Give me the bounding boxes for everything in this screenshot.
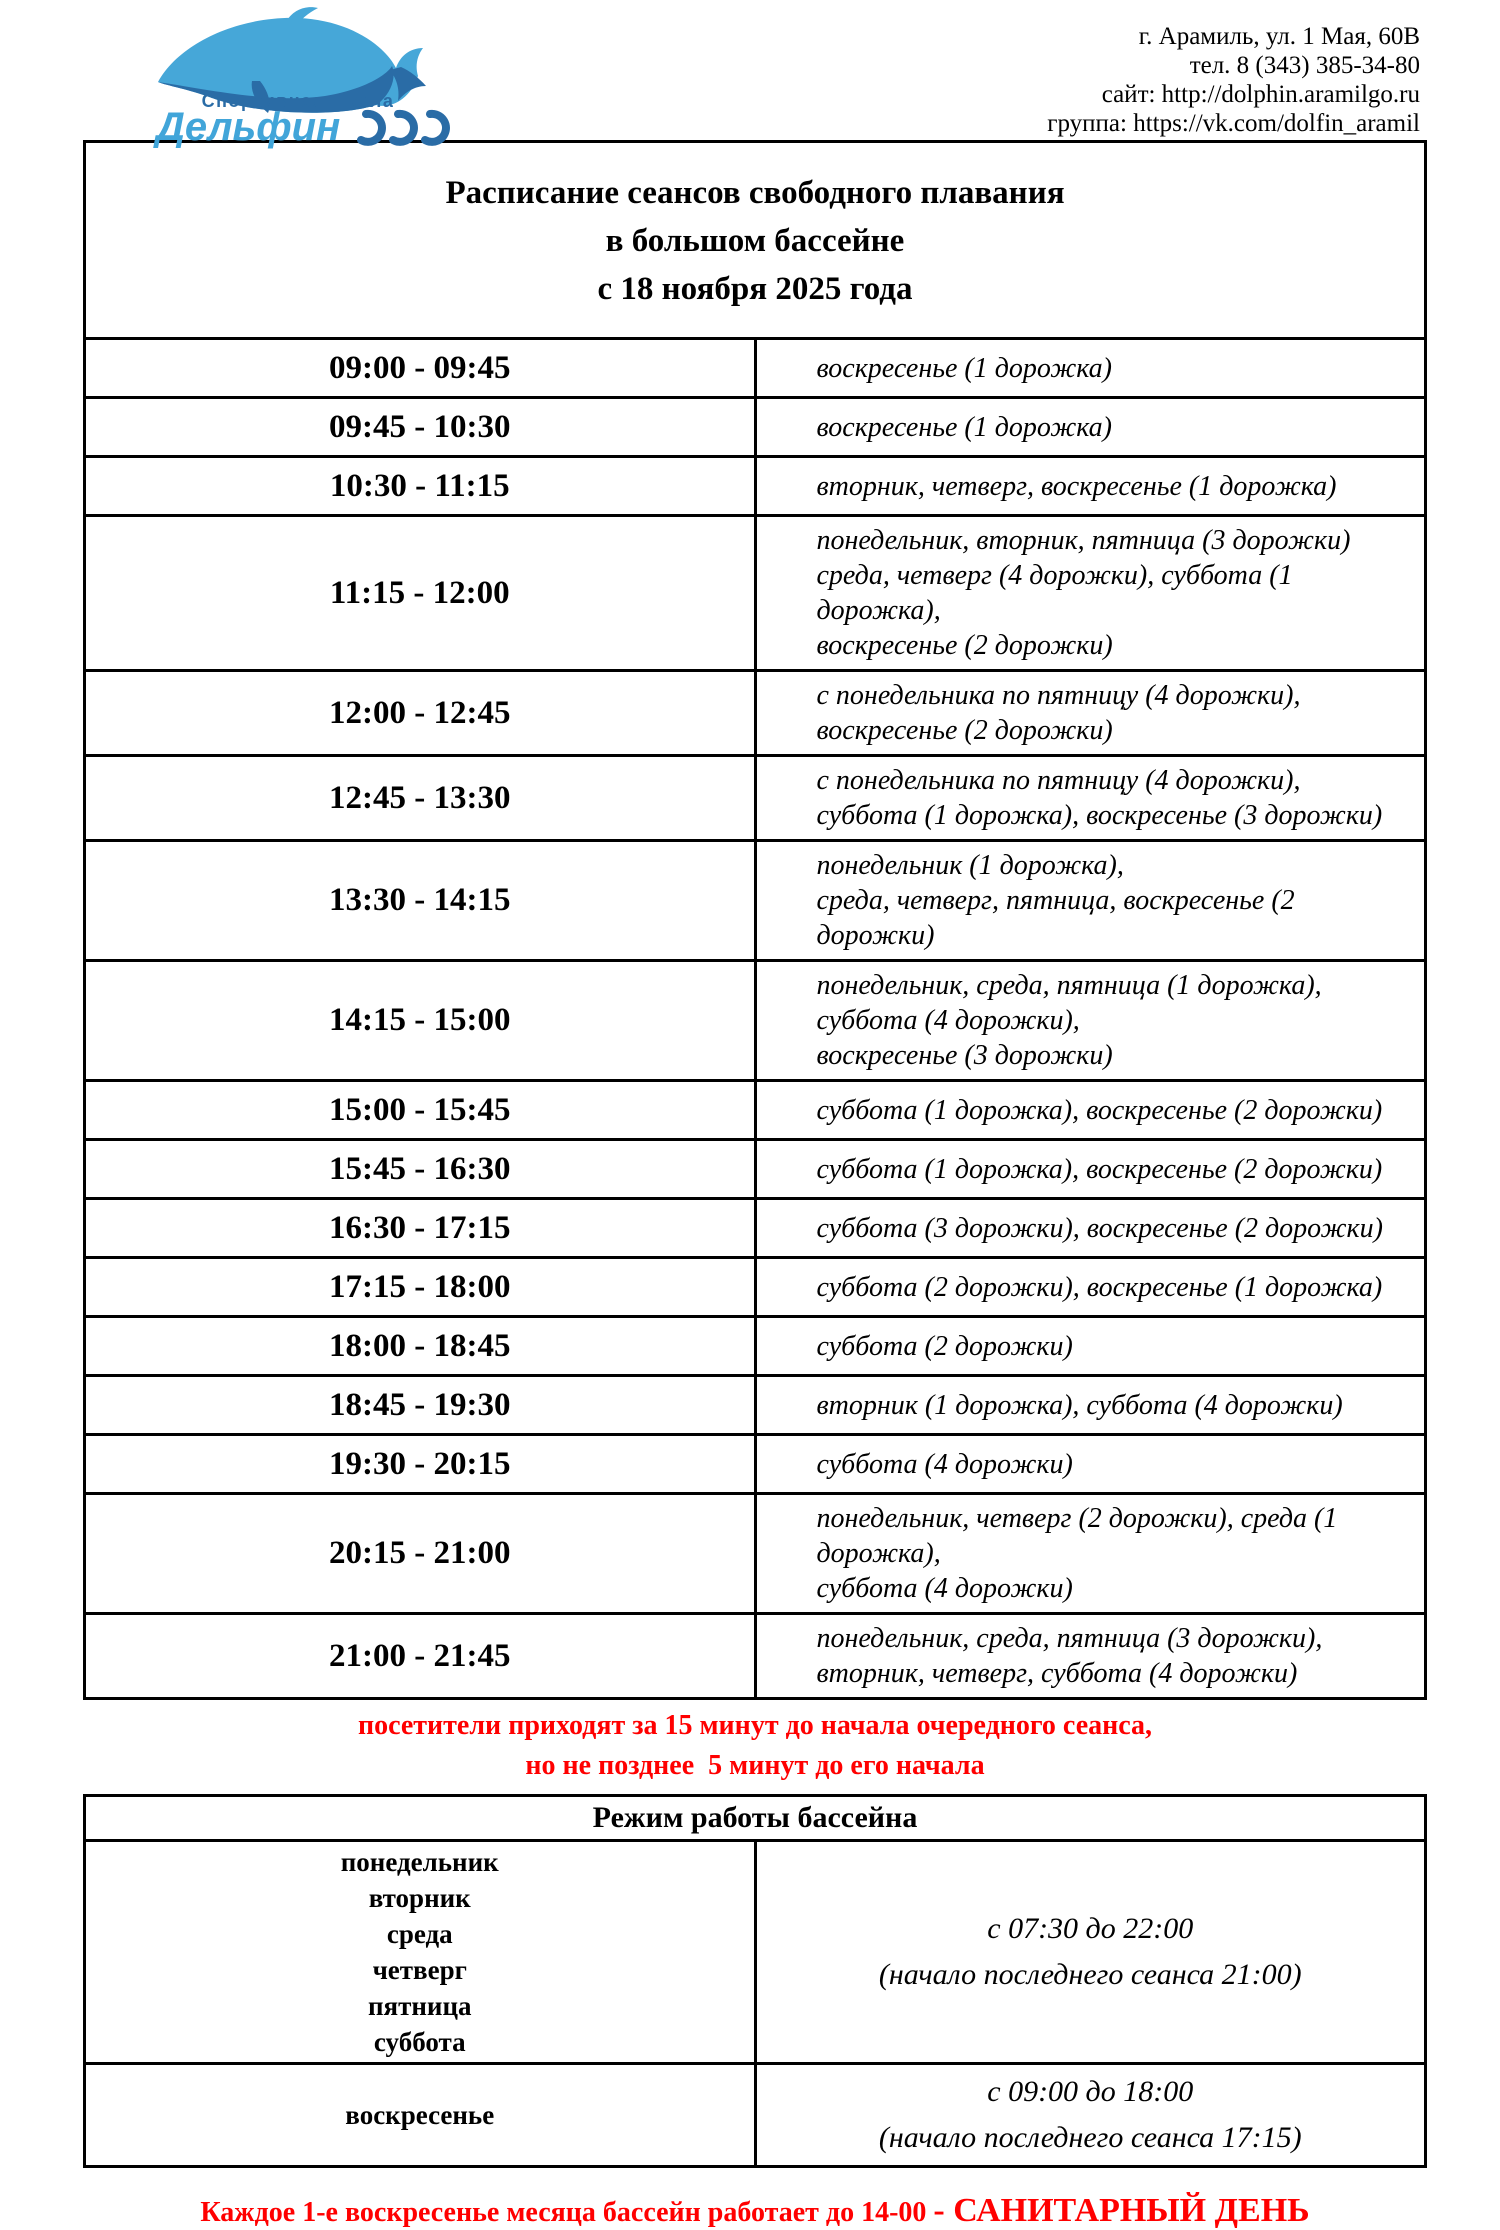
session-days xyxy=(755,398,1426,457)
contact-site: сайт: http://dolphin.aramilgo.ru xyxy=(1101,81,1420,108)
session-days-line: понедельник, вторник, пятница (3 дорожки) xyxy=(816,525,1351,556)
wave-curl-icon xyxy=(393,114,414,142)
session-days-line: вторник, четверг, суббота (4 дорожки) xyxy=(816,1658,1298,1689)
session-days-line: суббота (2 дорожки), воскресенье (1 дорожка) xyxy=(816,1271,1383,1303)
hours-day: вторник xyxy=(368,1883,471,1913)
session-days xyxy=(755,516,1426,671)
contact-address: г. Арамиль, ул. 1 Мая, 60В xyxy=(1138,23,1420,50)
schedule-row xyxy=(85,1317,1426,1376)
session-days xyxy=(755,1317,1426,1376)
schedule-title-line: в большом бассейне xyxy=(605,223,905,259)
hours-value xyxy=(755,1841,1426,2064)
session-days xyxy=(755,1258,1426,1317)
session-days-line: воскресенье (3 дорожки) xyxy=(816,1040,1113,1071)
schedule-row xyxy=(85,1140,1426,1199)
session-time: 15:00 - 15:45 xyxy=(85,1081,756,1140)
working-hours-table xyxy=(83,1794,1427,2168)
session-days-line: суббота (3 дорожки), воскресенье (2 дорожки) xyxy=(816,1212,1383,1244)
session-days xyxy=(755,1081,1426,1140)
session-time: 21:00 - 21:45 xyxy=(85,1614,756,1699)
session-time: 09:00 - 09:45 xyxy=(85,339,756,398)
logo-school-label: Спортивная школа xyxy=(201,91,395,111)
schedule-title-line: Расписание сеансов свободного плавания xyxy=(445,175,1065,211)
arrival-notice-line: посетители приходят за 15 минут до начала очередного сеанса, xyxy=(357,1710,1153,1741)
session-time: 09:45 - 10:30 xyxy=(85,398,756,457)
schedule-row xyxy=(85,1081,1426,1140)
dolphin-icon xyxy=(140,8,480,148)
sanitary-day-highlight: - САНИТАРНЫЙ ДЕНЬ xyxy=(933,2192,1310,2229)
logo-brand-name: Дельфин xyxy=(156,105,341,149)
schedule-title xyxy=(85,142,1426,339)
hours-value-line: (начало последнего сеанса 17:15) xyxy=(878,2121,1302,2154)
session-days-line: понедельник, среда, пятница (1 дорожка), суббота (4 дорожки), xyxy=(816,970,1329,1036)
session-time: 12:00 - 12:45 xyxy=(85,671,756,756)
schedule-row xyxy=(85,671,1426,756)
hours-table-title: Режим работы бассейна xyxy=(85,1796,1426,1841)
session-days xyxy=(755,756,1426,841)
dolphin-logo xyxy=(140,8,480,149)
session-time: 13:30 - 14:15 xyxy=(85,841,756,961)
hours-day: суббота xyxy=(373,2027,466,2057)
schedule-title-line: с 18 ноября 2025 года xyxy=(597,271,913,307)
session-days xyxy=(755,1199,1426,1258)
session-days-line: суббота (1 дорожка), воскресенье (3 дорожки) xyxy=(816,800,1383,831)
schedule-row xyxy=(85,1435,1426,1494)
session-days-line: с понедельника по пятницу (4 дорожки), xyxy=(816,765,1301,796)
session-days xyxy=(755,1376,1426,1435)
session-time: 18:00 - 18:45 xyxy=(85,1317,756,1376)
page-header xyxy=(0,0,1500,149)
session-days-line: воскресенье (1 дорожка) xyxy=(816,411,1112,443)
hours-day: воскресенье xyxy=(345,2100,495,2130)
hours-value-line: с 07:30 до 22:00 xyxy=(987,1912,1194,1945)
contact-phone: тел. 8 (343) 385-34-80 xyxy=(1189,52,1420,79)
arrival-notice xyxy=(83,1700,1427,1794)
hours-row xyxy=(85,1841,1426,2064)
session-days-line: среда, четверг (4 дорожки), суббота (1 дорожка), xyxy=(816,560,1300,626)
hours-day: понедельник xyxy=(340,1847,499,1877)
session-time: 16:30 - 17:15 xyxy=(85,1199,756,1258)
session-time: 14:15 - 15:00 xyxy=(85,961,756,1081)
wave-curl-icon xyxy=(361,114,382,142)
hours-row xyxy=(85,2064,1426,2167)
session-days-line: вторник, четверг, воскресенье (1 дорожка) xyxy=(816,470,1337,502)
contact-block xyxy=(1047,8,1420,138)
schedule-row xyxy=(85,961,1426,1081)
session-time: 19:30 - 20:15 xyxy=(85,1435,756,1494)
session-days xyxy=(755,1435,1426,1494)
schedule-row xyxy=(85,841,1426,961)
hours-table-body xyxy=(85,1841,1426,2167)
session-days xyxy=(755,457,1426,516)
session-time: 12:45 - 13:30 xyxy=(85,756,756,841)
session-days-line: среда, четверг, пятница, воскресенье (2 дорожки) xyxy=(816,885,1302,951)
session-days xyxy=(755,1614,1426,1699)
schedule-row xyxy=(85,457,1426,516)
session-time: 10:30 - 11:15 xyxy=(85,457,756,516)
session-days-line: понедельник, среда, пятница (3 дорожки), xyxy=(816,1623,1323,1654)
schedule-row xyxy=(85,1614,1426,1699)
session-days-line: суббота (4 дорожки) xyxy=(816,1573,1073,1604)
session-time: 11:15 - 12:00 xyxy=(85,516,756,671)
hours-day: среда xyxy=(386,1919,453,1949)
session-days-line: суббота (4 дорожки) xyxy=(816,1448,1073,1480)
session-days xyxy=(755,961,1426,1081)
hours-value-line: (начало последнего сеанса 21:00) xyxy=(878,1958,1302,1991)
schedule-row xyxy=(85,1494,1426,1614)
session-days-line: суббота (2 дорожки) xyxy=(816,1330,1073,1362)
session-time: 20:15 - 21:00 xyxy=(85,1494,756,1614)
session-days-line: понедельник, четверг (2 дорожки), среда (1 дорожка), xyxy=(816,1503,1345,1569)
hours-title-row xyxy=(85,1796,1426,1841)
session-days-line: суббота (1 дорожка), воскресенье (2 дорожки) xyxy=(816,1094,1383,1126)
session-days-line: понедельник (1 дорожка), xyxy=(816,850,1124,881)
sanitary-day-notice xyxy=(83,2168,1427,2230)
schedule-row xyxy=(85,1376,1426,1435)
session-days xyxy=(755,671,1426,756)
session-days xyxy=(755,1494,1426,1614)
session-days-line: суббота (1 дорожка), воскресенье (2 дорожки) xyxy=(816,1153,1383,1185)
session-time: 18:45 - 19:30 xyxy=(85,1376,756,1435)
schedule-title-row xyxy=(85,142,1426,339)
contact-group: группа: https://vk.com/dolfin_aramil xyxy=(1047,110,1420,137)
session-days-line: с понедельника по пятницу (4 дорожки), воскресенье (2 дорожки) xyxy=(816,680,1308,746)
schedule-row xyxy=(85,756,1426,841)
hours-days xyxy=(85,2064,756,2167)
session-time: 17:15 - 18:00 xyxy=(85,1258,756,1317)
session-days-line: вторник (1 дорожка), суббота (4 дорожки) xyxy=(816,1389,1343,1421)
schedule-row xyxy=(85,516,1426,671)
hours-day: четверг xyxy=(372,1955,467,1985)
schedule-table xyxy=(83,140,1427,1700)
hours-days xyxy=(85,1841,756,2064)
schedule-row xyxy=(85,1199,1426,1258)
schedule-row xyxy=(85,398,1426,457)
session-time: 15:45 - 16:30 xyxy=(85,1140,756,1199)
schedule-table-body xyxy=(85,339,1426,1699)
hours-value-line: с 09:00 до 18:00 xyxy=(987,2075,1194,2108)
session-days-line: воскресенье (1 дорожка) xyxy=(816,352,1112,384)
hours-day: пятница xyxy=(367,1991,472,2021)
schedule-row xyxy=(85,1258,1426,1317)
session-days xyxy=(755,339,1426,398)
sanitary-day-text: Каждое 1-е воскресенье месяца бассейн работает до 14-00 xyxy=(200,2197,927,2228)
arrival-notice-line: но не позднее 5 минут до его начала xyxy=(525,1750,985,1781)
session-days-line: воскресенье (2 дорожки) xyxy=(816,630,1113,661)
session-days xyxy=(755,1140,1426,1199)
wave-curl-icon xyxy=(425,114,446,142)
hours-value xyxy=(755,2064,1426,2167)
schedule-row xyxy=(85,339,1426,398)
session-days xyxy=(755,841,1426,961)
